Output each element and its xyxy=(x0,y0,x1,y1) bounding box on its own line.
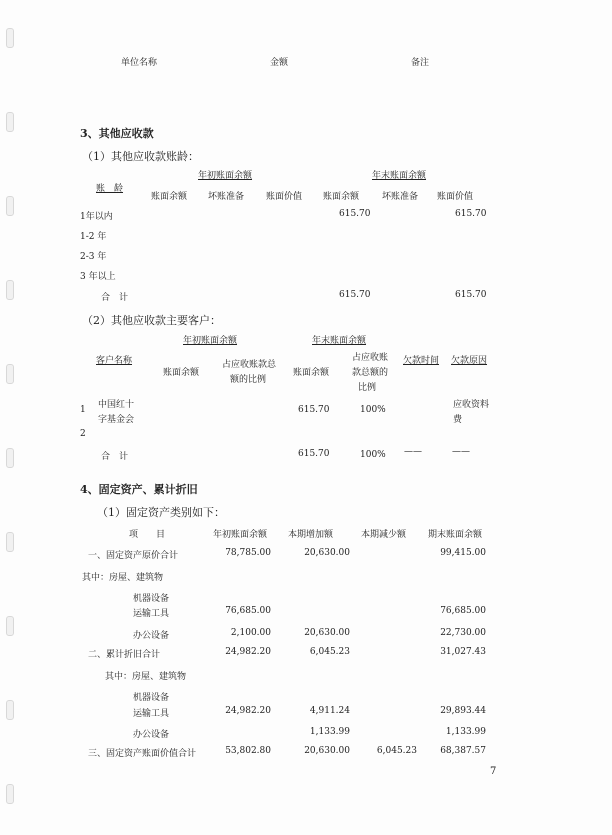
section4-sub1-title: （1）固定资产类别如下： xyxy=(97,506,225,519)
col-increase: 本期增加额 xyxy=(288,530,334,540)
col-bad-debt: 坏账准备 xyxy=(208,192,245,202)
col-aging: 账 龄 xyxy=(96,184,124,194)
binder-hole xyxy=(6,28,14,48)
asset-end-value: 76,685.00 xyxy=(440,606,486,616)
asset-end-value: 22,730.00 xyxy=(440,628,486,638)
aging-end-value: 615.70 xyxy=(455,209,487,219)
section3-title: 3、其他应收款 xyxy=(80,127,154,140)
col-item: 项 目 xyxy=(129,530,166,540)
asset-increase-value: 20,630.00 xyxy=(304,628,350,638)
asset-row-label: 三、固定资产账面价值合计 xyxy=(88,749,197,759)
aging-total-label: 合 计 xyxy=(101,293,129,303)
asset-end-value: 29,893.44 xyxy=(440,706,486,716)
col-ratio-end: 款总额的 xyxy=(352,368,389,378)
binder-hole xyxy=(6,700,14,720)
customer-row-no: 2 xyxy=(80,429,86,439)
customer-ratio: 100% xyxy=(360,405,386,415)
asset-end-value: 1,133.99 xyxy=(445,727,486,737)
customer-total-balance: 615.70 xyxy=(298,449,330,459)
asset-row-label: 二、累计折旧合计 xyxy=(88,650,161,660)
asset-increase-value: 20,630.00 xyxy=(304,746,350,756)
asset-row-label: 机器设备 xyxy=(133,693,170,703)
customer-total-time: —— xyxy=(404,447,422,457)
asset-row-label: 其中：房屋、建筑物 xyxy=(82,573,164,583)
aging-row-label: 1-2 年 xyxy=(80,232,107,242)
col-book-value: 账面价值 xyxy=(437,192,474,202)
customer-name: 字基金会 xyxy=(98,415,135,425)
col-ratio-begin: 额的比例 xyxy=(230,375,267,385)
header-amount: 金额 xyxy=(270,58,289,68)
customer-reason: 应收资料 xyxy=(453,400,490,410)
section3-sub2-title: （2）其他应收款主要客户： xyxy=(82,314,221,327)
customer-total-label: 合 计 xyxy=(101,452,129,462)
aging-end-balance: 615.70 xyxy=(339,209,371,219)
col-begin-balance: 年初账面余额 xyxy=(213,530,268,540)
aging-row-label: 3 年以上 xyxy=(80,272,116,282)
binder-hole xyxy=(6,616,14,636)
asset-begin-value: 24,982.20 xyxy=(225,647,271,657)
asset-row-label: 其中：房屋、建筑物 xyxy=(105,672,187,682)
col-customer-name: 客户名称 xyxy=(96,356,133,366)
binder-hole xyxy=(6,280,14,300)
customer-name: 中国红十 xyxy=(98,400,135,410)
aging-row-label: 1年以内 xyxy=(80,212,113,222)
asset-end-value: 31,027.43 xyxy=(440,647,486,657)
asset-row-label: 一、固定资产原价合计 xyxy=(88,551,179,561)
col-book-balance: 账面余额 xyxy=(323,192,360,202)
asset-row-label: 办公设备 xyxy=(133,631,170,641)
col-book-value: 账面价值 xyxy=(266,192,303,202)
col-balance-end: 账面余额 xyxy=(293,368,330,378)
group-end-balance: 年末账面余额 xyxy=(312,336,367,346)
col-bad-debt: 坏账准备 xyxy=(382,192,419,202)
binder-hole xyxy=(6,448,14,468)
customer-total-reason: —— xyxy=(452,447,470,457)
col-debt-reason: 欠款原因 xyxy=(451,356,488,366)
binder-hole xyxy=(6,784,14,804)
asset-begin-value: 53,802.80 xyxy=(225,746,271,756)
group-begin-balance: 年初账面余额 xyxy=(198,171,253,181)
asset-decrease-value: 6,045.23 xyxy=(376,746,417,756)
asset-begin-value: 78,785.00 xyxy=(225,548,271,558)
col-ratio-end: 占应收账 xyxy=(352,353,389,363)
header-unit-name: 单位名称 xyxy=(121,58,158,68)
section3-sub1-title: （1）其他应收款账龄： xyxy=(82,150,199,163)
customer-total-ratio: 100% xyxy=(360,450,386,460)
customer-row-no: 1 xyxy=(80,405,86,415)
section4-title: 4、固定资产、累计折旧 xyxy=(80,483,198,496)
asset-end-value: 68,387.57 xyxy=(440,746,486,756)
header-remark: 备注 xyxy=(411,58,430,68)
aging-row-label: 2-3 年 xyxy=(80,252,107,262)
asset-row-label: 办公设备 xyxy=(133,730,170,740)
binder-hole xyxy=(6,112,14,132)
group-end-balance: 年末账面余额 xyxy=(372,171,427,181)
aging-total-value: 615.70 xyxy=(455,290,487,300)
col-ratio-end: 比例 xyxy=(358,383,377,393)
col-end-balance: 期末账面余额 xyxy=(428,530,483,540)
asset-begin-value: 76,685.00 xyxy=(225,606,271,616)
asset-increase-value: 6,045.23 xyxy=(309,647,350,657)
binder-hole xyxy=(6,532,14,552)
asset-increase-value: 20,630.00 xyxy=(304,548,350,558)
asset-begin-value: 2,100.00 xyxy=(230,628,271,638)
aging-total-balance: 615.70 xyxy=(339,290,371,300)
col-ratio-begin: 占应收账款总 xyxy=(222,360,277,370)
customer-balance: 615.70 xyxy=(298,405,330,415)
customer-reason: 费 xyxy=(453,415,463,425)
asset-end-value: 99,415.00 xyxy=(440,548,486,558)
asset-row-label: 机器设备 xyxy=(133,594,170,604)
group-begin-balance: 年初账面余额 xyxy=(183,336,238,346)
page-number: 7 xyxy=(490,766,497,777)
asset-increase-value: 1,133.99 xyxy=(309,727,350,737)
asset-row-label: 运输工具 xyxy=(133,609,170,619)
binder-hole xyxy=(6,364,14,384)
asset-begin-value: 24,982.20 xyxy=(225,706,271,716)
asset-row-label: 运输工具 xyxy=(133,709,170,719)
col-debt-time: 欠款时间 xyxy=(403,356,440,366)
col-balance-begin: 账面余额 xyxy=(163,368,200,378)
binder-hole xyxy=(6,196,14,216)
asset-increase-value: 4,911.24 xyxy=(309,706,350,716)
col-book-balance: 账面余额 xyxy=(151,192,188,202)
col-decrease: 本期减少额 xyxy=(361,530,407,540)
